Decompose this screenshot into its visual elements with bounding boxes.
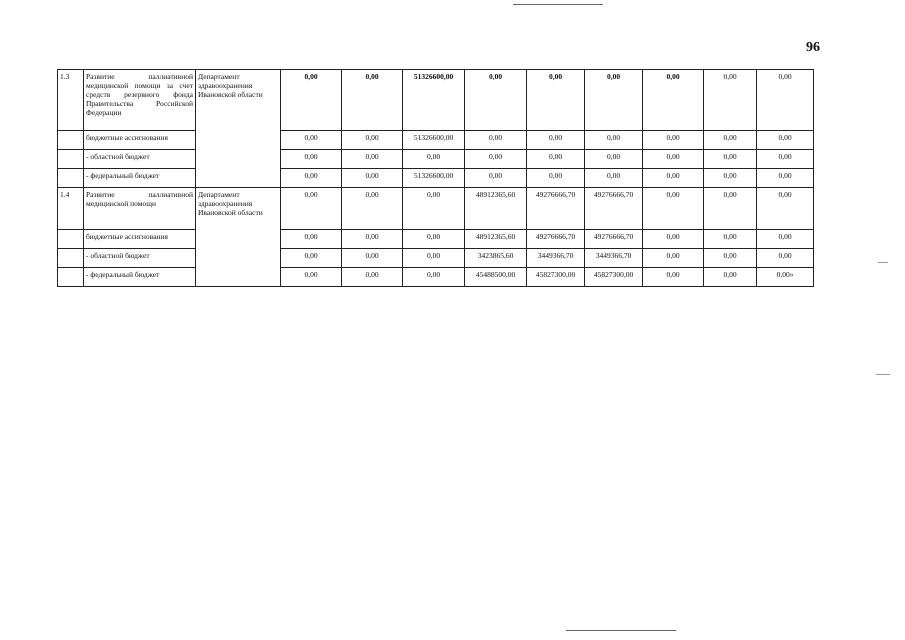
- table-row: [58, 131, 814, 150]
- scan-artifact-margin: [878, 262, 888, 263]
- measure-title: Развитие паллиативной медицинской помощи: [84, 188, 196, 230]
- value-cell: 0,00: [704, 249, 757, 268]
- row-label: бюджетные ассигнования: [84, 230, 196, 249]
- value-cell: 0,00: [643, 230, 704, 249]
- value-cell: 0,00: [585, 131, 643, 150]
- value-cell: 0,00: [643, 249, 704, 268]
- row-index: [58, 230, 84, 249]
- value-cell: 0,00: [527, 131, 585, 150]
- value-cell: 3449366,70: [585, 249, 643, 268]
- page-number: 96: [806, 40, 820, 55]
- value-cell: 0,00: [757, 188, 814, 230]
- value-cell: 0,00: [403, 188, 465, 230]
- value-cell: 45488500,00: [465, 268, 527, 287]
- value-cell: 0,00»: [757, 268, 814, 287]
- table-row: [58, 169, 814, 188]
- budget-table: [57, 69, 814, 287]
- value-cell: 0,00: [281, 169, 342, 188]
- value-cell: 0,00: [704, 188, 757, 230]
- value-cell: 0,00: [757, 230, 814, 249]
- value-cell: 0,00: [643, 169, 704, 188]
- value-cell: 0,00: [342, 169, 403, 188]
- table-row: [58, 150, 814, 169]
- value-cell: 0,00: [342, 230, 403, 249]
- value-cell: 45827300,00: [527, 268, 585, 287]
- value-cell: 0,00: [465, 131, 527, 150]
- value-cell: 0,00: [757, 249, 814, 268]
- value-cell: 49276666,70: [585, 188, 643, 230]
- executor-cell: Департамент здравоохранения Ивановской области: [196, 70, 281, 188]
- value-cell: 3423865,60: [465, 249, 527, 268]
- value-cell: 0,00: [704, 268, 757, 287]
- value-cell: 0,00: [281, 70, 342, 131]
- value-cell: 0,00: [757, 169, 814, 188]
- value-cell: 0,00: [704, 169, 757, 188]
- value-cell: 0,00: [281, 188, 342, 230]
- value-cell: 0,00: [643, 70, 704, 131]
- value-cell: 0,00: [643, 188, 704, 230]
- value-cell: 0,00: [281, 131, 342, 150]
- row-index: [58, 169, 84, 188]
- value-cell: 0,00: [585, 169, 643, 188]
- value-cell: 0,00: [643, 131, 704, 150]
- value-cell: 0,00: [281, 230, 342, 249]
- row-index: [58, 268, 84, 287]
- value-cell: 51326600,00: [403, 70, 465, 131]
- value-cell: 0,00: [757, 150, 814, 169]
- row-index: [58, 131, 84, 150]
- value-cell: 0,00: [585, 150, 643, 169]
- row-index: 1.4: [58, 188, 84, 230]
- value-cell: 0,00: [704, 230, 757, 249]
- value-cell: 0,00: [465, 150, 527, 169]
- value-cell: 0,00: [281, 268, 342, 287]
- value-cell: 48912365,60: [465, 188, 527, 230]
- table-row: [58, 188, 814, 230]
- row-label: - федеральный бюджет: [84, 169, 196, 188]
- value-cell: 0,00: [342, 131, 403, 150]
- value-cell: 0,00: [527, 150, 585, 169]
- executor-cell: Департамент здравоохранения Ивановской области: [196, 188, 281, 287]
- value-cell: 0,00: [465, 169, 527, 188]
- row-index: [58, 150, 84, 169]
- row-label: - областной бюджет: [84, 249, 196, 268]
- value-cell: 3449366,70: [527, 249, 585, 268]
- value-cell: 0,00: [585, 70, 643, 131]
- value-cell: 0,00: [704, 150, 757, 169]
- value-cell: 51326600,00: [403, 131, 465, 150]
- table-row: [58, 249, 814, 268]
- row-label: - федеральный бюджет: [84, 268, 196, 287]
- value-cell: 49276666,70: [527, 188, 585, 230]
- value-cell: 0,00: [342, 188, 403, 230]
- value-cell: 0,00: [342, 70, 403, 131]
- row-label: - областной бюджет: [84, 150, 196, 169]
- value-cell: 0,00: [403, 268, 465, 287]
- row-index: [58, 249, 84, 268]
- value-cell: 0,00: [704, 131, 757, 150]
- value-cell: 45827300,00: [585, 268, 643, 287]
- table-row: [58, 268, 814, 287]
- value-cell: 49276666,70: [527, 230, 585, 249]
- value-cell: 0,00: [465, 70, 527, 131]
- value-cell: 0,00: [704, 70, 757, 131]
- row-index: 1.3: [58, 70, 84, 131]
- value-cell: 0,00: [342, 249, 403, 268]
- value-cell: 0,00: [342, 268, 403, 287]
- table-row: [58, 230, 814, 249]
- value-cell: 0,00: [527, 70, 585, 131]
- value-cell: 0,00: [403, 230, 465, 249]
- value-cell: 0,00: [281, 249, 342, 268]
- value-cell: 0,00: [643, 268, 704, 287]
- scan-artifact-margin: [876, 374, 890, 375]
- value-cell: 51326600,00: [403, 169, 465, 188]
- scan-artifact-bottom: [566, 630, 676, 631]
- value-cell: 0,00: [527, 169, 585, 188]
- measure-title: Развитие паллиативной медицинской помощи за счет средств резервного фонда Правительства Российской Федерации: [84, 70, 196, 131]
- value-cell: 0,00: [757, 70, 814, 131]
- value-cell: 0,00: [643, 150, 704, 169]
- value-cell: 0,00: [342, 150, 403, 169]
- row-label: бюджетные ассигнования: [84, 131, 196, 150]
- value-cell: 48912365,60: [465, 230, 527, 249]
- value-cell: 0,00: [403, 249, 465, 268]
- value-cell: 0,00: [757, 131, 814, 150]
- value-cell: 0,00: [403, 150, 465, 169]
- table-row: [58, 70, 814, 131]
- scan-artifact-top: [513, 4, 603, 5]
- value-cell: 0,00: [281, 150, 342, 169]
- value-cell: 49276666,70: [585, 230, 643, 249]
